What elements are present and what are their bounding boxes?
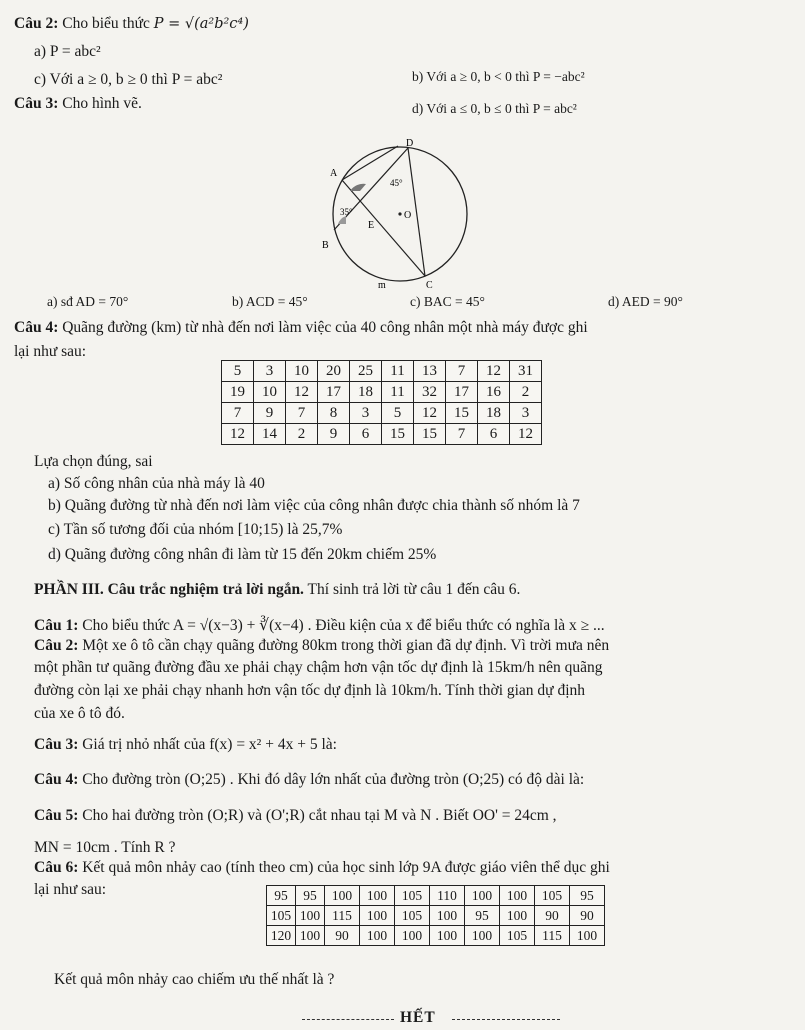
distance-table-cell: 18 [478, 403, 510, 424]
q3-title: Câu 3: [14, 95, 59, 112]
q3-text: Cho hình vẽ. [62, 95, 142, 112]
distance-table-cell: 31 [510, 361, 542, 382]
q4-line [14, 318, 588, 338]
c5-text-2: MN = 10cm . Tính R ? [34, 839, 176, 856]
high-jump-table-cell: 95 [465, 906, 500, 926]
distance-table-row [222, 361, 542, 382]
high-jump-table-cell: 100 [325, 886, 360, 906]
high-jump-table-cell: 95 [570, 886, 605, 906]
c2-title: Câu 2: [34, 637, 79, 654]
q4-option-c: c) Tần số tương đối của nhóm [10;15) là 25,7% [48, 521, 343, 538]
high-jump-table-cell: 90 [570, 906, 605, 926]
q2-title: Câu 2: [14, 15, 59, 32]
c2-text-2: một phần tư quãng đường đầu xe phải chạy chậm hơn vận tốc dự định là 15km/h nên quãng [34, 659, 603, 676]
c1-title: Câu 1: [34, 617, 79, 634]
circle-figure [300, 138, 480, 290]
distance-table-cell: 3 [254, 361, 286, 382]
c5-line [34, 806, 557, 826]
q3-option-b: b) ACD = 45° [232, 294, 308, 309]
high-jump-table [266, 885, 605, 946]
distance-table-cell: 19 [222, 382, 254, 403]
high-jump-table-row [267, 926, 605, 946]
distance-table-cell: 10 [286, 361, 318, 382]
distance-table-cell: 3 [350, 403, 382, 424]
end-marker: HẾT [400, 1009, 436, 1026]
distance-table-cell: 7 [222, 403, 254, 424]
angle-45-label: 45° [390, 178, 403, 188]
distance-table-cell: 9 [318, 424, 350, 445]
angle-35-label: 35° [340, 207, 353, 217]
distance-table-cell: 5 [382, 403, 414, 424]
c2-text-1: Một xe ô tô cần chạy quãng đường 80km trong thời gian đã dự định. Vì trời mưa nên [82, 637, 610, 654]
q2-option-c: c) Với a ≥ 0, b ≥ 0 thì P = abc² [34, 71, 223, 88]
distance-table-cell: 15 [414, 424, 446, 445]
high-jump-table-cell: 95 [267, 886, 296, 906]
high-jump-table-cell: 105 [267, 906, 296, 926]
label-D: D [406, 138, 414, 149]
q4-text: Quãng đường (km) từ nhà đến nơi làm việc của 40 công nhân một nhà máy được ghi [62, 319, 588, 336]
label-E: E [368, 220, 375, 231]
distance-table-cell: 7 [446, 424, 478, 445]
q4-option-b: b) Quãng đường từ nhà đến nơi làm việc của công nhân được chia thành số nhóm là 7 [48, 497, 580, 514]
c5-text-1: Cho hai đường tròn (O;R) và (O';R) cắt nhau tại M và N . Biết OO' = 24cm , [82, 807, 557, 824]
high-jump-table-cell: 100 [465, 926, 500, 946]
q3-option-c: c) BAC = 45° [410, 294, 485, 309]
distance-table-row [222, 403, 542, 424]
high-jump-table-cell: 100 [296, 906, 325, 926]
high-jump-table-cell: 100 [360, 906, 395, 926]
distance-table-cell: 12 [478, 361, 510, 382]
q2-option-d: d) Với a ≤ 0, b ≤ 0 thì P = abc² [412, 101, 577, 116]
q4-text2: lại như sau: [14, 343, 87, 360]
c4-line [34, 770, 584, 790]
high-jump-table-cell: 100 [360, 926, 395, 946]
distance-table-cell: 6 [350, 424, 382, 445]
distance-table-cell: 11 [382, 382, 414, 403]
q4-prompt: Lựa chọn đúng, sai [34, 453, 153, 470]
c3-text: Giá trị nhỏ nhất của f(x) = x² + 4x + 5 là: [82, 736, 337, 753]
c3-title: Câu 3: [34, 736, 79, 753]
distance-table-cell: 12 [510, 424, 542, 445]
q2-intro: Cho biểu thức [62, 15, 150, 32]
high-jump-table-cell: 120 [267, 926, 296, 946]
high-jump-table-cell: 100 [395, 926, 430, 946]
distance-table-row [222, 424, 542, 445]
distance-table-cell: 7 [446, 361, 478, 382]
distance-table-cell: 8 [318, 403, 350, 424]
high-jump-table-cell: 100 [360, 886, 395, 906]
high-jump-table-cell: 100 [570, 926, 605, 946]
part3-heading: PHẦN III. Câu trắc nghiệm trả lời ngắn. [34, 581, 304, 598]
distance-table-cell: 12 [414, 403, 446, 424]
label-A: A [330, 168, 338, 179]
c6-question: Kết quả môn nhảy cao chiếm ưu thế nhất là ? [54, 971, 335, 988]
label-O: O [404, 210, 412, 221]
q4-option-a: a) Số công nhân của nhà máy là 40 [48, 475, 265, 492]
distance-table [221, 360, 542, 445]
c4-title: Câu 4: [34, 771, 79, 788]
distance-table-row [222, 382, 542, 403]
c2-text-4: của xe ô tô đó. [34, 705, 125, 722]
distance-table-cell: 2 [286, 424, 318, 445]
end-rule-right [452, 1019, 560, 1020]
q2-formula: P = √(a²b²c⁴) [153, 16, 249, 32]
high-jump-table-cell: 100 [430, 906, 465, 926]
distance-table-cell: 14 [254, 424, 286, 445]
distance-table-cell: 20 [318, 361, 350, 382]
distance-table-cell: 2 [510, 382, 542, 403]
distance-table-cell: 25 [350, 361, 382, 382]
distance-table-cell: 15 [382, 424, 414, 445]
high-jump-table-cell: 90 [535, 906, 570, 926]
c1-line [34, 616, 605, 636]
distance-table-cell: 5 [222, 361, 254, 382]
distance-table-cell: 7 [286, 403, 318, 424]
c5-title: Câu 5: [34, 807, 79, 824]
distance-table-cell: 9 [254, 403, 286, 424]
q3-option-d: d) AED = 90° [608, 294, 683, 309]
distance-table-cell: 12 [222, 424, 254, 445]
high-jump-table-cell: 90 [325, 926, 360, 946]
high-jump-table-cell: 110 [430, 886, 465, 906]
c6-text-2: lại như sau: [34, 881, 107, 898]
q3-line [14, 94, 142, 114]
high-jump-table-cell: 100 [430, 926, 465, 946]
high-jump-table-cell: 100 [465, 886, 500, 906]
high-jump-table-row [267, 886, 605, 906]
q4-option-d: d) Quãng đường công nhân đi làm từ 15 đến 20km chiếm 25% [48, 546, 437, 563]
distance-table-cell: 15 [446, 403, 478, 424]
high-jump-table-cell: 105 [395, 906, 430, 926]
c6-title: Câu 6: [34, 859, 79, 876]
high-jump-table-cell: 100 [500, 886, 535, 906]
q2-option-a: a) P = abc² [34, 43, 101, 60]
high-jump-table-cell: 105 [395, 886, 430, 906]
distance-table-cell: 17 [446, 382, 478, 403]
q3-option-a: a) sđ AD = 70° [47, 294, 129, 309]
high-jump-table-cell: 100 [296, 926, 325, 946]
part3-heading-line [34, 580, 520, 600]
distance-table-cell: 17 [318, 382, 350, 403]
high-jump-table-row [267, 906, 605, 926]
c4-text: Cho đường tròn (O;25) . Khi đó dây lớn nhất của đường tròn (O;25) có độ dài là: [82, 771, 585, 788]
distance-table-cell: 32 [414, 382, 446, 403]
distance-table-cell: 6 [478, 424, 510, 445]
high-jump-table-cell: 105 [500, 926, 535, 946]
high-jump-table-cell: 100 [500, 906, 535, 926]
distance-table-cell: 3 [510, 403, 542, 424]
distance-table-cell: 16 [478, 382, 510, 403]
high-jump-table-cell: 115 [325, 906, 360, 926]
label-m: m [378, 280, 386, 290]
c2-line [34, 636, 609, 656]
c6-text-1: Kết quả môn nhảy cao (tính theo cm) của học sinh lớp 9A được giáo viên thể dục ghi [82, 859, 610, 876]
distance-table-cell: 11 [382, 361, 414, 382]
distance-table-cell: 12 [286, 382, 318, 403]
q4-title: Câu 4: [14, 319, 59, 336]
q2-option-b: b) Với a ≥ 0, b < 0 thì P = −abc² [412, 69, 585, 84]
c3-line [34, 735, 337, 755]
c1-text: Cho biểu thức A = √(x−3) + ∛(x−4) . Điều kiện của x để biểu thức có nghĩa là x ≥ ... [82, 617, 605, 634]
part3-note: Thí sinh trả lời từ câu 1 đến câu 6. [307, 581, 521, 598]
c2-text-3: đường còn lại xe phải chạy nhanh hơn vận tốc dự định là 10km/h. Tính thời gian dự định [34, 682, 586, 699]
end-rule-left [302, 1019, 394, 1020]
label-B: B [322, 240, 329, 251]
distance-table-cell: 10 [254, 382, 286, 403]
high-jump-table-cell: 95 [296, 886, 325, 906]
high-jump-table-cell: 115 [535, 926, 570, 946]
c6-line [34, 858, 610, 878]
q2-line [14, 14, 249, 34]
distance-table-cell: 18 [350, 382, 382, 403]
high-jump-table-cell: 105 [535, 886, 570, 906]
label-C: C [426, 280, 433, 290]
distance-table-cell: 13 [414, 361, 446, 382]
